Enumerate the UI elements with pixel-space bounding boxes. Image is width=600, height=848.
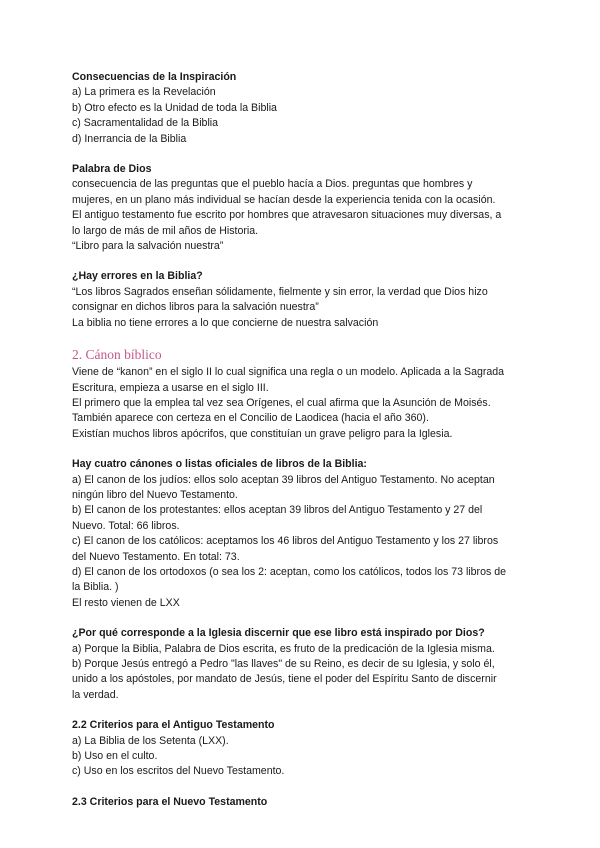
paragraph-line: El primero que la emplea tal vez sea Orígenes, el cual afirma que la Asunción de Moisés. — [72, 396, 491, 409]
list-item: unido a los apóstoles, por mandato de Jesús, tiene el poder del Espíritu Santo de discernir — [72, 673, 497, 686]
section-heading: 2.2 Criterios para el Antiguo Testamento — [72, 719, 275, 732]
list-item: c) Uso en los escritos del Nuevo Testamento. — [72, 765, 285, 778]
list-item: b) Uso en el culto. — [72, 750, 158, 763]
paragraph-line: consecuencia de las preguntas que el pueblo hacía a Dios. preguntas que hombres y — [72, 178, 473, 191]
paragraph-line: consignar en dichos libros para la salvación nuestra” — [72, 301, 319, 314]
section-errores — [72, 269, 528, 331]
paragraph-line: lo largo de más de mil años de Historia. — [72, 224, 259, 237]
section-palabra-de-dios — [72, 162, 528, 254]
list-item: Nuevo. Total: 66 libros. — [72, 519, 180, 532]
list-item: El resto vienen de LXX — [72, 596, 180, 609]
list-item: d) El canon de los ortodoxos (o sea los 2: aceptan, como los católicos, todos los 73 libros de — [72, 565, 506, 578]
paragraph-line: Existían muchos libros apócrifos, que constituían un grave peligro para la Iglesia. — [72, 427, 453, 440]
paragraph-line: mujeres, en un plano más individual se hacían desde la experiencia tenida con la ocasión. — [72, 193, 496, 206]
section-consecuencias — [72, 70, 528, 147]
list-item: del Nuevo Testamento. En total: 73. — [72, 550, 240, 563]
list-item: c) Sacramentalidad de la Biblia — [72, 117, 219, 130]
list-item: la verdad. — [72, 688, 119, 701]
section-heading: Palabra de Dios — [72, 163, 152, 176]
chapter-heading: 2. Cánon bíblico — [72, 347, 162, 363]
section-canones — [72, 457, 528, 611]
list-item: c) El canon de los católicos: aceptamos los 46 libros del Antiguo Testamento y los 27 libros — [72, 535, 499, 548]
list-item: la Biblia. ) — [72, 581, 119, 594]
paragraph-line: También aparece con certeza en el Concilio de Laodicea (hacia el año 360). — [72, 412, 429, 425]
list-item: a) La primera es la Revelación — [72, 86, 216, 99]
section-discernir — [72, 626, 528, 703]
section-canon-biblico — [72, 346, 528, 442]
list-item: d) Inerrancia de la Biblia — [72, 132, 187, 145]
section-heading: 2.3 Criterios para el Nuevo Testamento — [72, 795, 268, 808]
section-criterios-at — [72, 718, 528, 780]
list-item: a) La Biblia de los Setenta (LXX). — [72, 734, 229, 747]
paragraph-line: “Libro para la salvación nuestra” — [72, 240, 224, 253]
document-page — [72, 70, 528, 825]
list-item: a) Porque la Biblia, Palabra de Dios escrita, es fruto de la predicación de la Iglesia misma. — [72, 642, 495, 655]
paragraph-line: Viene de “kanon” en el siglo II lo cual significa una regla o un modelo. Aplicada a la Sagrada — [72, 366, 505, 379]
section-heading: ¿Por qué corresponde a la Iglesia discernir que ese libro está inspirado por Dios? — [72, 627, 485, 640]
section-heading: Consecuencias de la Inspiración — [72, 71, 237, 83]
paragraph-line: El antiguo testamento fue escrito por hombres que atravesaron situaciones muy diversas, a — [72, 209, 502, 222]
paragraph-line: La biblia no tiene errores a lo que concierne de nuestra salvación — [72, 316, 379, 329]
paragraph-line: “Los libros Sagrados enseñan sólidamente, fielmente y sin error, la verdad que Dios hizo — [72, 285, 488, 298]
section-criterios-nt — [72, 795, 528, 810]
list-item: b) Otro efecto es la Unidad de toda la Biblia — [72, 101, 277, 114]
list-item: a) El canon de los judíos: ellos solo aceptan 39 libros del Antiguo Testamento. No aceptan — [72, 473, 495, 486]
list-item: b) Porque Jesús entregó a Pedro "las llaves" de su Reino, es decir de su Iglesia, y solo él, — [72, 658, 495, 670]
list-item: b) El canon de los protestantes: ellos aceptan 39 libros del Antiguo Testamento y 27 del — [72, 504, 483, 517]
section-heading: ¿Hay errores en la Biblia? — [72, 270, 203, 283]
section-heading: Hay cuatro cánones o listas oficiales de libros de la Biblia: — [72, 458, 367, 471]
list-item: ningún libro del Nuevo Testamento. — [72, 488, 238, 501]
paragraph-line: Escritura, empieza a usarse en el siglo III. — [72, 381, 269, 394]
